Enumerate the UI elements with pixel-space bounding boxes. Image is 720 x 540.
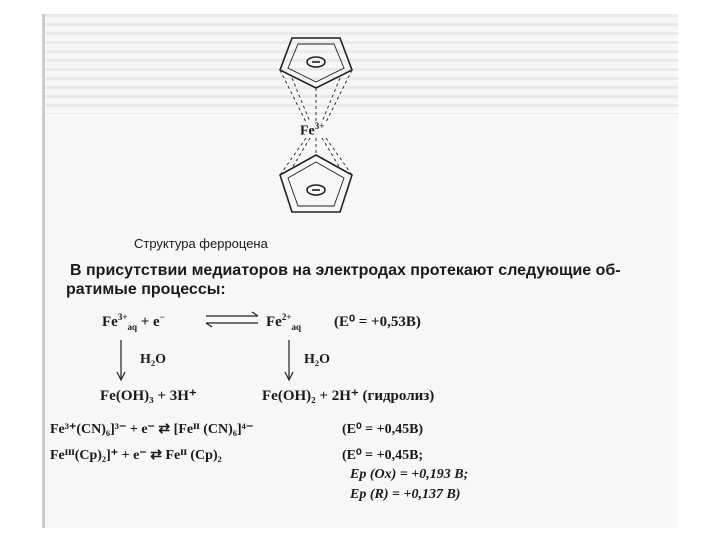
paragraph-line-1: В присутствии медиаторов на электродах протекают следующие об- [70,262,621,279]
water-right: H₂O [304,352,330,367]
eq3-reaction: Feᴵᴵᴵ(Cp)₂]⁺ + e⁻ ⇄ Feᴵᴵ (Cp)₂ [50,448,222,463]
eq1-left-symbol: Fe [102,314,118,330]
eq3-potential: (E⁰ = +0,45B; [342,448,424,463]
eq1-right-phase: aq [291,322,301,332]
eq1-right [266,312,301,332]
eq1-right-symbol: Fe [266,314,282,330]
paragraph-line-2: ратимые процессы: [66,281,226,298]
metal-charge: 3+ [314,121,325,131]
eq1-left-electron: + e [136,314,160,330]
eq1-left-charge: 3+ [117,312,128,322]
eq1-right-charge: 2+ [281,312,292,322]
eq1-left-phase: aq [127,322,137,332]
eq2-potential: (E⁰ = +0,45B) [342,422,424,437]
eq1-left: $Fe^{3+}_{aq} + e^-$ [102,312,165,332]
water-left: H₂O [140,352,166,367]
eq1-potential: (E⁰ = +0,53B) [334,314,421,330]
ep-reduction: Ep (R) = +0,137 B) [350,487,461,502]
bottom-cyclopentadienyl-ring [280,155,352,212]
hydrolysis-left: Fe(OH)₃ + 3H⁺ [100,388,197,404]
metal-symbol: Fe [300,123,315,139]
ep-oxidation: Ep (Ox) = +0,193 B; [350,467,469,482]
top-cyclopentadienyl-ring [280,38,352,88]
hydrolysis-right: Fe(OH)₂ + 2H⁺ (гидролиз) [262,388,435,404]
eq2-reaction: Fe³⁺(CN)₆]³⁻ + e⁻ ⇄ [Feᴵᴵ (CN)₆]⁴⁻ [50,422,254,437]
iron-ion-label [300,121,324,140]
figure-caption: Структура ферроцена [134,236,268,251]
